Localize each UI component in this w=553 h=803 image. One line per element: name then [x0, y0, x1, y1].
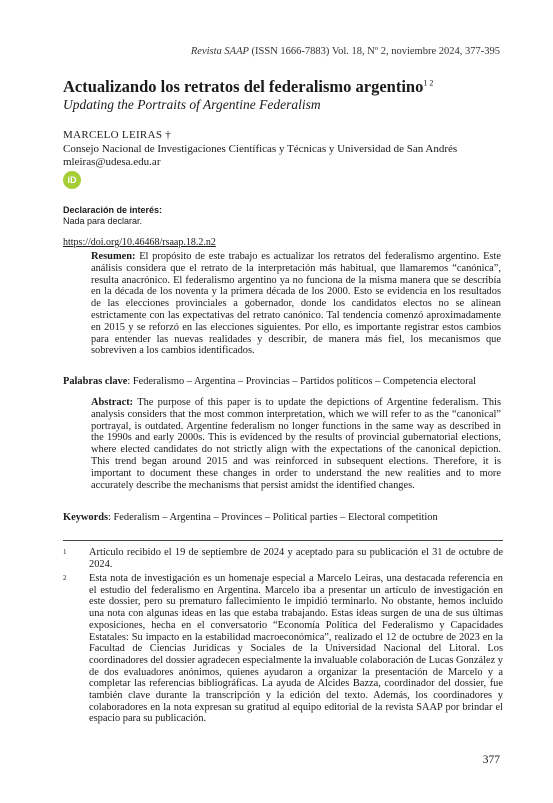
page-number: 377	[482, 754, 500, 766]
footnote-number: 1	[63, 548, 67, 556]
article-subtitle: Updating the Portraits of Argentine Federalism	[63, 97, 321, 112]
keywords-text: : Federalism – Argentina – Provinces – Political parties – Electoral competition	[108, 512, 438, 523]
palabras-label: Palabras clave	[63, 376, 128, 387]
footnote-1	[63, 547, 503, 570]
footnote-separator	[63, 540, 503, 541]
journal-citation: (ISSN 1666-7883) Vol. 18, Nº 2, noviembre 2024, 377-395	[248, 46, 500, 57]
keywords	[63, 512, 503, 523]
author-affiliation: Consejo Nacional de Investigaciones Científicas y Técnicas y Universidad de San Andrés	[63, 143, 458, 155]
palabras-text: : Federalismo – Argentina – Provincias – Partidos políticos – Competencia electoral	[127, 376, 477, 387]
abstract-block	[91, 397, 501, 491]
author-name: MARCELO LEIRAS †	[63, 129, 172, 141]
resumen-block	[91, 251, 501, 357]
declaration-heading: Declaración de interés:	[63, 205, 163, 215]
resumen-text: El propósito de este trabajo es actualizar los retratos del federalismo argentino. Este análisis considera que el retrato de la interpretación más habitual, que llamaremos “canónica”, resulta anacrónico. El federalismo argentino ya no funciona de la misma manera que se describía en la década de los noventa y la primera década de los 2000. Esto se evidencia en los resultados de las elecciones provinciales a gobernador, donde los candidatos electos no se alinean estrictamente con las expectativas del retrato canónico. Tal tendencia comenzó aproximadamente en 2015 y se reforzó en las elecciones siguientes. Por ello, es importante registrar estos cambios para entender las nuevas realidades y describir, de manera más fiel, los mecanismos que sobreviven a los cambios identificados.	[91, 251, 501, 357]
article-title	[63, 77, 503, 97]
resumen-label: Resumen:	[91, 251, 136, 262]
footnote-2	[63, 573, 503, 725]
journal-name: Revista SAAP	[190, 46, 249, 57]
abstract-label: Abstract:	[91, 397, 134, 408]
orcid-icon[interactable]: iD	[63, 171, 81, 189]
palabras-clave	[63, 376, 503, 387]
footnote-text: Esta nota de investigación es un homenaje especial a Marcelo Leiras, una destacada referencia en el estudio del federalismo en Argentina. Marcelo iba a presentar un artículo de investigación en este dossier, pero su prematuro fallecimiento le impidió terminarlo. No obstante, hemos incluido una nota con algunas ideas en las que estaba trabajando. Estas ideas surgen de una de sus últimas exposiciones, hecha en el conversatorio “Economía Política del Federalismo y Capacidades Estatales: Su impacto en la estabilidad macroeconómica”, realizado el 12 de octubre de 2023 en la Facultad de Ciencias Jurídicas y Sociales de la Universidad Nacional del Litoral. Los coordinadores del dossier agradecen especialmente la invaluable colaboración de Lucas González y de dos evaluadores anónimos, quienes ayudaron a organizar la presentación de Marcelo y a completar las referencias bibliográficas. La ayuda de Alcides Bazza, coordinador del dossier, fue también clave durante la transcripción y la edición del texto. Además, los coordinadores y colaboradores en la nota expresan su gratitud al equipo editorial de la revista SAAP por brindar el espacio para su publicación.	[89, 573, 503, 725]
doi-link[interactable]: https://doi.org/10.46468/rsaap.18.2.n2	[63, 237, 216, 248]
author-email[interactable]: mleiras@udesa.edu.ar	[63, 156, 161, 168]
running-header	[191, 46, 500, 57]
abstract-text: The purpose of this paper is to update the depictions of Argentine federalism. This analysis considers that the most common interpretation, which we will refer to as the “canonical” portrayal, is outdated. Argentine federalism no longer functions in the same way as described in the 1990s and early 2000s. This is evidenced by the results of provincial gubernatorial elections, where elected candidates do not strictly align with the expectations of the canonical depiction. This trend began around 2015 and was reinforced in subsequent elections. Therefore, it is important to document these changes in order to understand the new realities and to more accurately describe the mechanisms that persist amidst the identified changes.	[91, 397, 501, 491]
title-text: Actualizando los retratos del federalismo argentino	[63, 77, 424, 96]
footnote-number: 2	[63, 574, 67, 582]
declaration-body: Nada para declarar.	[63, 216, 143, 226]
footnote-text: Artículo recibido el 19 de septiembre de 2024 y aceptado para su publicación el 31 de octubre de 2024.	[89, 547, 503, 570]
keywords-label: Keywords	[63, 512, 109, 523]
title-footnote-refs: 1 2	[423, 78, 434, 88]
